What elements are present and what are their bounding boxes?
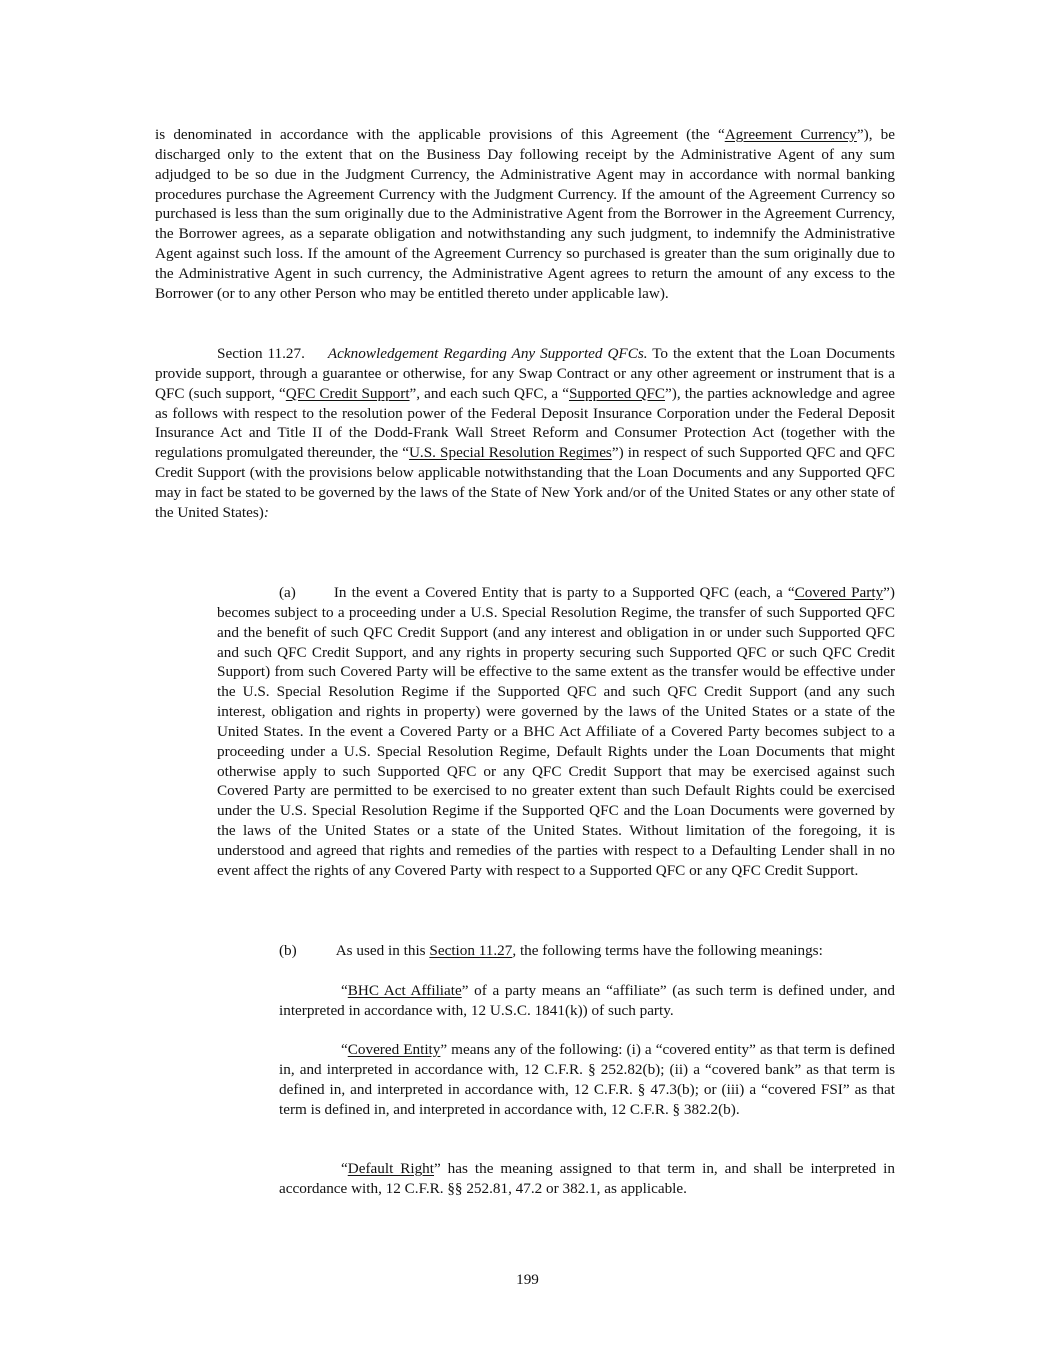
text-run: In the event a Covered Entity that is party to a Supported QFC (each, a “ bbox=[333, 584, 795, 601]
end-mark: : bbox=[263, 503, 269, 521]
defined-term-supported-qfc: Supported QFC bbox=[568, 384, 666, 402]
text-run: , the following terms have the following meanings: bbox=[512, 942, 823, 959]
clause-a-paragraph bbox=[217, 583, 895, 881]
section-number: Section 11.27. bbox=[217, 345, 305, 362]
defined-term-bhc-act-affiliate: BHC Act Affiliate bbox=[347, 982, 462, 999]
section-heading: Acknowledgement Regarding Any Supported QFCs. bbox=[327, 345, 648, 362]
definition-covered-entity bbox=[279, 1040, 895, 1119]
definition-text: ” of a party means an “affiliate” (as such term is defined under, and interpreted in accordance with, 12 U.S.C. 1841(k)) of such party. bbox=[279, 982, 895, 1019]
definition-text: ” has the meaning assigned to that term in, and shall be interpreted in accordance with, 12 C.F.R. §§ 252.81, 47.2 or 382.1, as applicable. bbox=[279, 1160, 895, 1197]
text-run: As used in this bbox=[335, 942, 430, 959]
text-run: ”, and each such QFC, a “ bbox=[409, 384, 569, 402]
text-run: To the extent that the Loan Documents provide support, through a guarantee or otherwise, for any Swap Contract or any other agreement or instrument that is a QFC (such support, “ bbox=[155, 345, 895, 402]
page-number: 199 bbox=[516, 1271, 539, 1288]
defined-term-qfc-credit-support: QFC Credit Support bbox=[285, 384, 410, 402]
defined-term-covered-entity: Covered Entity bbox=[347, 1041, 441, 1058]
definition-bhc-act-affiliate bbox=[279, 981, 895, 1021]
section-11-27-paragraph bbox=[155, 344, 895, 523]
definition-default-right bbox=[279, 1159, 895, 1199]
text-run: is denominated in accordance with the applicable provisions of this Agreement (the “ bbox=[155, 126, 725, 143]
defined-term-default-right: Default Right bbox=[347, 1160, 434, 1177]
text-run: ”), the parties acknowledge and agree as follows with respect to the resolution power of the Federal Deposit Insurance Corporation under the Federal Deposit Insurance Act and Title II of the Dodd-Frank Wall Street Reform and Consumer Protection Act (together with the regulations promulgated thereunder, the “ bbox=[155, 384, 895, 462]
definition-text: ” means any of the following: (i) a “covered entity” as that term is defined in, and interpreted in accordance with, 12 C.F.R. § 252.82(b); (ii) a “covered bank” as that term is defined in, and interpreted in accordance with, 12 C.F.R. § 47.3(b); or (iii) a “covered FSI” as that term is defined in, and interpreted in accordance with, 12 C.F.R. § 382.2(b). bbox=[279, 1041, 896, 1118]
quote-open: “ bbox=[341, 1041, 348, 1058]
quote-open: “ bbox=[341, 1160, 348, 1177]
defined-term-us-special-resolution-regimes: U.S. Special Resolution Regimes bbox=[408, 444, 612, 462]
clause-label: (a) bbox=[279, 584, 296, 601]
clause-label: (b) bbox=[279, 942, 297, 959]
defined-term-agreement-currency: Agreement Currency bbox=[724, 126, 857, 143]
clause-b-paragraph bbox=[279, 941, 897, 961]
text-run: ”) in respect of such Supported QFC and QFC Credit Support (with the provisions below applicable notwithstanding that the Loan Documents and any Supported QFC may in fact be stated to be governed by the laws of the State of New York and/or of the United States or any other state of the United States) bbox=[155, 444, 895, 521]
text-run: ”), be discharged only to the extent that on the Business Day following receipt by the Administrative Agent of any sum adjudged to be so due in the Judgment Currency, the Administrative Agent may in accordance with normal banking procedures purchase the Agreement Currency with the Judgment Currency. If the amount of the Agreement Currency so purchased is less than the sum originally due to the Administrative Agent from the Borrower in the Agreement Currency, the Borrower agrees, as a separate obligation and notwithstanding any such judgment, to indemnify the Administrative Agent against such loss. If the amount of the Agreement Currency so purchased is greater than the sum originally due to the Administrative Agent in such currency, the Administrative Agent agrees to return the amount of any excess to the Borrower (or to any other Person who may be entitled thereto under applicable law). bbox=[155, 126, 896, 302]
text-run: ”) becomes subject to a proceeding under a U.S. Special Resolution Regime, the transfer of such Supported QFC and the benefit of such QFC Credit Support (and any interest and obligation in or under such Supported QFC and such QFC Credit Support, and any rights in property securing such Supported QFC or such QFC Credit Support) from such Covered Party will be effective to the same extent as the transfer would be effective under the U.S. Special Resolution Regime if the Supported QFC and such QFC Credit Support (and any such interest, obligation and rights in property) were governed by the laws of the United States or a state of the United States. In the event a Covered Party or a BHC Act Affiliate of a Covered Party becomes subject to a proceeding under a U.S. Special Resolution Regime, Default Rights under the Loan Documents that might otherwise apply to such Supported QFC or any QFC Credit Support that may be exercised against such Covered Party are permitted to be exercised to no greater extent than such Default Rights could be exercised under the U.S. Special Resolution Regime if the Supported QFC and the Loan Documents were governed by the laws of the United States or a state of the United States. Without limitation of the foregoing, it is understood and agreed that rights and remedies of the parties with respect to a Defaulting Lender shall in no event affect the rights of any Covered Party with respect to a Supported QFC or any QFC Credit Support. bbox=[217, 584, 895, 879]
defined-term-covered-party: Covered Party bbox=[794, 584, 884, 601]
judgment-currency-paragraph bbox=[155, 125, 895, 304]
section-reference: Section 11.27 bbox=[429, 942, 513, 959]
quote-open: “ bbox=[341, 982, 348, 999]
